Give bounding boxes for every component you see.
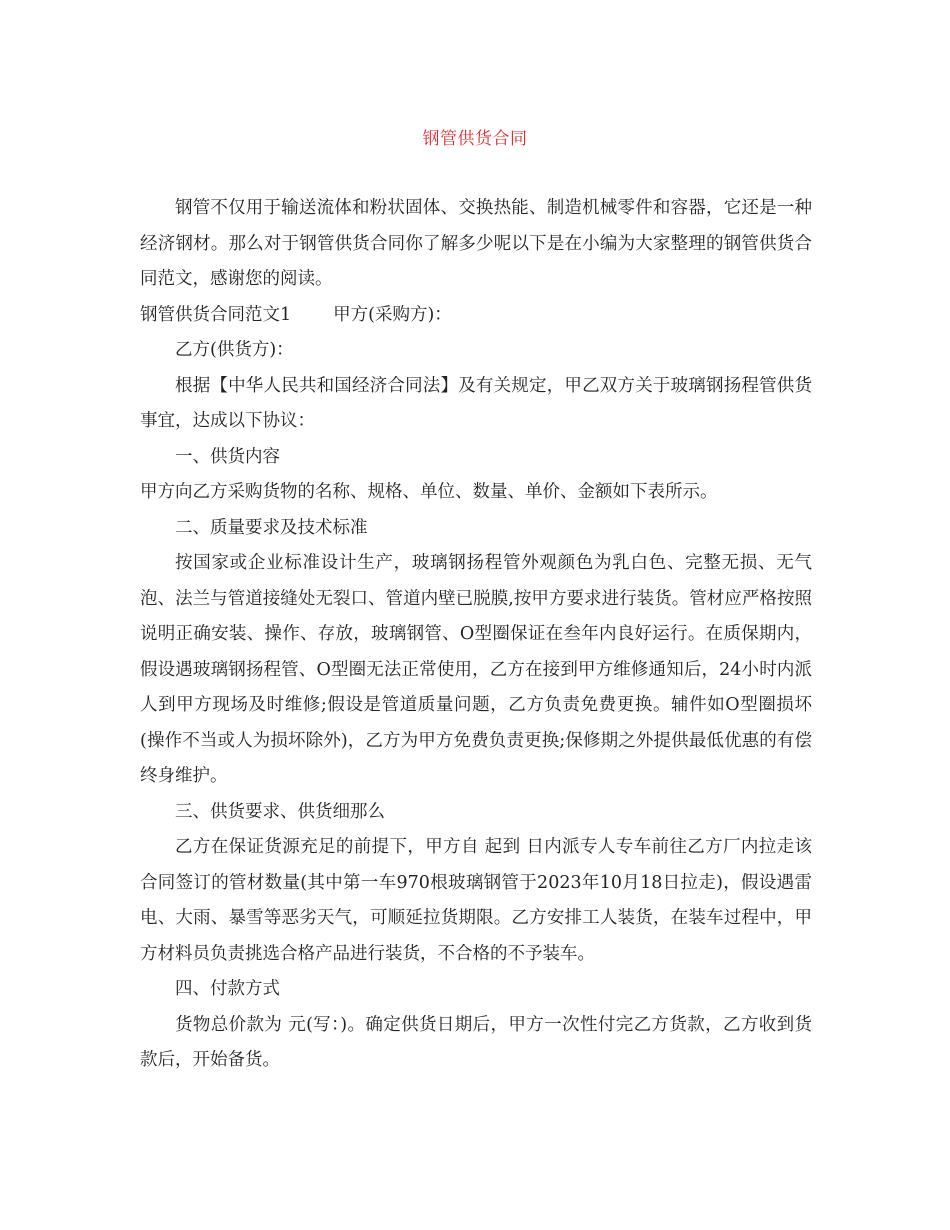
party-a-label: 甲方(采购方)： bbox=[333, 304, 452, 325]
section-3-title: 三、供货要求、供货细那么 bbox=[175, 801, 385, 822]
party-b-label: 乙方(供货方)： bbox=[175, 340, 294, 360]
sample-heading-line bbox=[140, 298, 812, 334]
sample-heading: 钢管供货合同范文1 bbox=[140, 304, 292, 325]
section-2-text: 按国家或企业标准设计生产，玻璃钢扬程管外观颜色为乳白色、完整无损、无气泡、法兰与管道接缝处无裂口、管道内壁已脱膜,按甲方要求进行装货。管材应严格按照说明正确安装、操作、存放，玻璃钢管、O型圈保证在叁年内良好运行。在质保期内，假设遇玻璃钢扬程管、O型圈无法正常使用，乙方在接到甲方维修通知后，24小时内派人到甲方现场及时维修;假设是管道质量问题，乙方负责免费更换。辅件如O型圈损坏(操作不当或人为损坏除外)，乙方为甲方免费负责更换;保修期之外提供最低优惠的有偿终身维护。 bbox=[140, 553, 812, 786]
section-2-title: 二、质量要求及技术标准 bbox=[175, 517, 368, 538]
section-1-text: 甲方向乙方采购货物的名称、规格、单位、数量、单价、金额如下表所示。 bbox=[140, 482, 718, 502]
section-1-title: 一、供货内容 bbox=[175, 446, 280, 467]
document-title: 钢管供货合同 bbox=[422, 129, 528, 149]
basis-paragraph: 根据【中华人民共和国经济合同法】及有关规定，甲乙双方关于玻璃钢扬程管供货事宜，达成以下协议： bbox=[140, 375, 812, 431]
intro-paragraph: 钢管不仅用于输送流体和粉状固体、交换热能、制造机械零件和容器，它还是一种经济钢材。那么对于钢管供货合同你了解多少呢以下是在小编为大家整理的钢管供货合同范文，感谢您的阅读。 bbox=[140, 198, 812, 289]
section-3-text: 乙方在保证货源充足的前提下，甲方自 起到 日内派专人专车前往乙方厂内拉走该合同签订的管材数量(其中第一车970根玻璃钢管于2023年10月18日拉走)，假设遇雷电、大雨、暴雪等恶劣天气，可顺延拉货期限。乙方安排工人装货，在装车过程中，甲方材料员负责挑选合格产品进行装货，不合格的不予装车。 bbox=[140, 837, 812, 964]
document-body bbox=[140, 191, 812, 1079]
section-4-text: 货物总价款为 元(写：)。确定供货日期后，甲方一次性付完乙方货款，乙方收到货款后，开始备货。 bbox=[140, 1014, 812, 1070]
section-4-title: 四、付款方式 bbox=[175, 979, 280, 999]
